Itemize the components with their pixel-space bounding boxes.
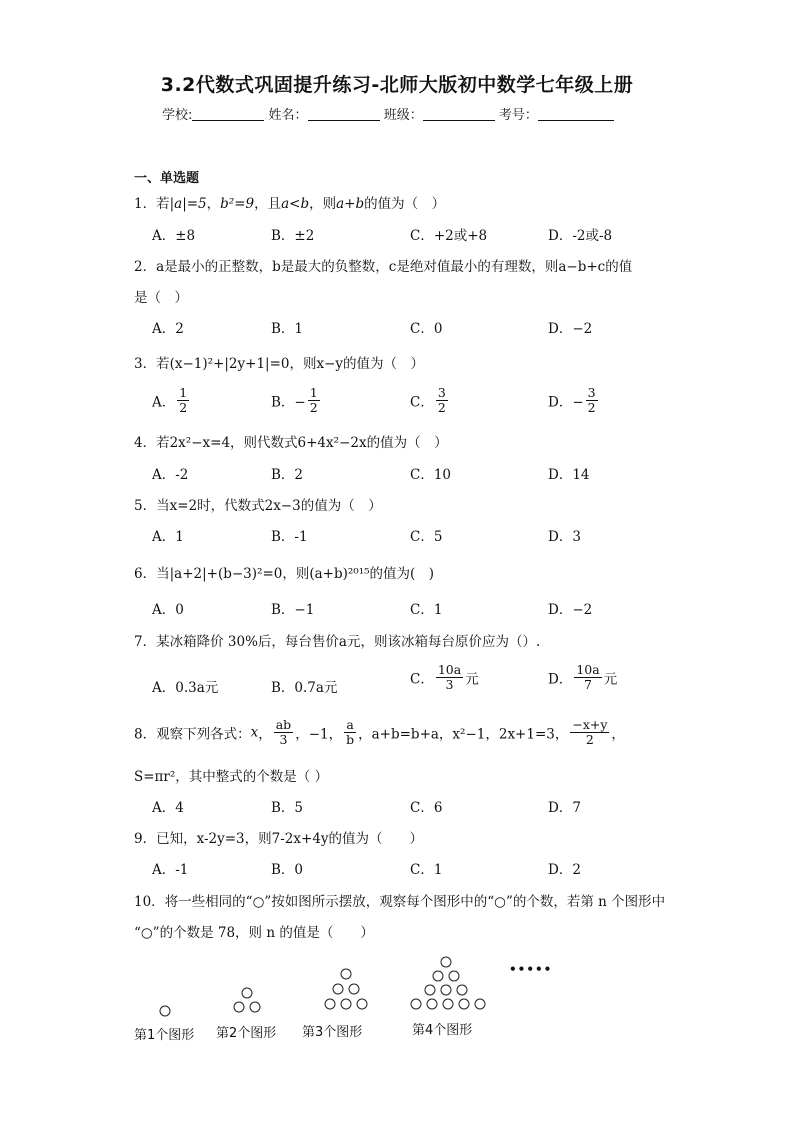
q5-option-c: C．5 <box>410 529 443 545</box>
q3-option-d: D．− $\frac{3}{2}$ <box>548 385 596 415</box>
question-10-line2: “○”的个数是 78，则 n 的值是（ ） <box>134 925 374 941</box>
q8-option-d: D．7 <box>548 800 581 816</box>
q2-option-a: A．2 <box>152 321 184 337</box>
q9-option-a: A．-1 <box>152 862 189 878</box>
figure-1-label: 第1个图形 <box>134 1028 195 1043</box>
circle <box>242 988 252 998</box>
class-blank <box>423 108 495 121</box>
question-8-line2: S=πr²，其中整式的个数是（ ） <box>134 769 329 785</box>
q7-option-b: B．0.7a元 <box>271 680 338 696</box>
question-2-line2: 是（ ） <box>134 290 188 306</box>
q9-option-c: C．1 <box>410 862 443 878</box>
name-blank <box>308 108 380 121</box>
q7-option-d: D． $\frac{10a}{7}$ 元 <box>548 662 618 692</box>
circle <box>457 985 467 995</box>
figure-4-label: 第4个图形 <box>412 1023 473 1038</box>
q6-option-a: A．0 <box>152 602 184 618</box>
question-7: 7．某冰箱降价 30%后，每台售价a元，则该冰箱每台原价应为（）. <box>134 634 541 650</box>
q3-option-c: C． $\frac{3}{2}$ <box>410 385 446 415</box>
q3-option-a: A． $\frac{1}{2}$ <box>152 385 188 415</box>
school-label: 学校: <box>162 108 193 123</box>
exam-number-label: 考号： <box>498 108 538 123</box>
circle <box>160 1006 170 1016</box>
q1-option-b: B．±2 <box>271 228 315 244</box>
circle <box>341 969 351 979</box>
question-3: 3．若(x−1)²+|2y+1|=0，则x−y的值为（ ） <box>134 356 425 372</box>
q8-option-a: A．4 <box>152 800 184 816</box>
q7-option-c: C． $\frac{10a}{3}$ 元 <box>410 662 479 692</box>
question-8-line1: 8．观察下列各式：x， $\frac{ab}{3}$ ，−1， $\frac{a}{b}$ ，a+b=b+a，x²−1，2x+1=3， $\frac{-x+y}{2}$ ， <box>134 717 625 747</box>
q1-option-d: D．-2或-8 <box>548 228 613 244</box>
q8-option-c: C．6 <box>410 800 443 816</box>
q5-option-a: A．1 <box>152 529 184 545</box>
q3-option-b: B．− $\frac{1}{2}$ <box>271 385 318 415</box>
circle <box>349 984 359 994</box>
student-info-line <box>162 104 614 123</box>
class-label: 班级： <box>383 108 423 123</box>
q6-option-d: D．−2 <box>548 602 593 618</box>
q1-option-c: C．+2或+8 <box>410 228 488 244</box>
q9-option-b: B．0 <box>271 862 304 878</box>
circle <box>411 999 421 1009</box>
question-9: 9．已知，x-2y=3，则7-2x+4y的值为（ ） <box>134 831 424 847</box>
circle <box>443 999 453 1009</box>
circle <box>325 999 335 1009</box>
q4-option-b: B．2 <box>271 467 304 483</box>
figure-3-label: 第3个图形 <box>302 1025 363 1040</box>
question-6: 6．当|a+2|+(b−3)²=0，则(a+b)²⁰¹⁵的值为( ) <box>134 566 435 582</box>
q4-option-d: D．14 <box>548 467 590 483</box>
exam-number-blank <box>538 108 614 121</box>
circle <box>459 999 469 1009</box>
circle <box>341 999 351 1009</box>
q9-option-d: D．2 <box>548 862 581 878</box>
question-1: 1．若|a|=5，b²=9，且a<b，则a+b的值为（ ） <box>134 196 446 212</box>
circle <box>441 957 451 967</box>
q5-option-d: D．3 <box>548 529 581 545</box>
circle <box>250 1002 260 1012</box>
circle <box>441 985 451 995</box>
q4-option-c: C．10 <box>410 467 452 483</box>
circle <box>427 999 437 1009</box>
question-5: 5．当x=2时，代数式2x−3的值为（ ） <box>134 498 382 514</box>
circle <box>357 999 367 1009</box>
circle <box>333 984 343 994</box>
q2-option-c: C．0 <box>410 321 443 337</box>
q1-option-a: A．±8 <box>152 228 196 244</box>
question-10-line1: 10．将一些相同的“○”按如图所示摆放，观察每个图形中的“○”的个数，若第 n 个图形中 <box>134 894 666 910</box>
school-blank <box>192 108 264 121</box>
page-title: 3.2代数式巩固提升练习-北师大版初中数学七年级上册 <box>160 74 634 96</box>
circle <box>475 999 485 1009</box>
circle <box>433 971 443 981</box>
q6-option-c: C．1 <box>410 602 443 618</box>
q8-option-b: B．5 <box>271 800 304 816</box>
q6-option-b: B．−1 <box>271 602 315 618</box>
question-4: 4．若2x²−x=4，则代数式6+4x²−2x的值为（ ） <box>134 435 448 451</box>
question-2-line1: 2．a是最小的正整数，b是最大的负整数，c是绝对值最小的有理数，则a−b+c的值 <box>134 259 633 275</box>
section-heading: 一、单选题 <box>134 171 200 186</box>
circle <box>234 1002 244 1012</box>
circle <box>425 985 435 995</box>
q4-option-a: A．-2 <box>152 467 189 483</box>
circle <box>449 971 459 981</box>
q5-option-b: B．-1 <box>271 529 308 545</box>
q7-option-a: A．0.3a元 <box>152 680 219 696</box>
name-label: 姓名： <box>268 108 308 123</box>
figure-2-label: 第2个图形 <box>216 1026 277 1041</box>
q2-option-d: D．−2 <box>548 321 593 337</box>
q2-option-b: B．1 <box>271 321 304 337</box>
ellipsis: ••••• <box>509 962 553 976</box>
